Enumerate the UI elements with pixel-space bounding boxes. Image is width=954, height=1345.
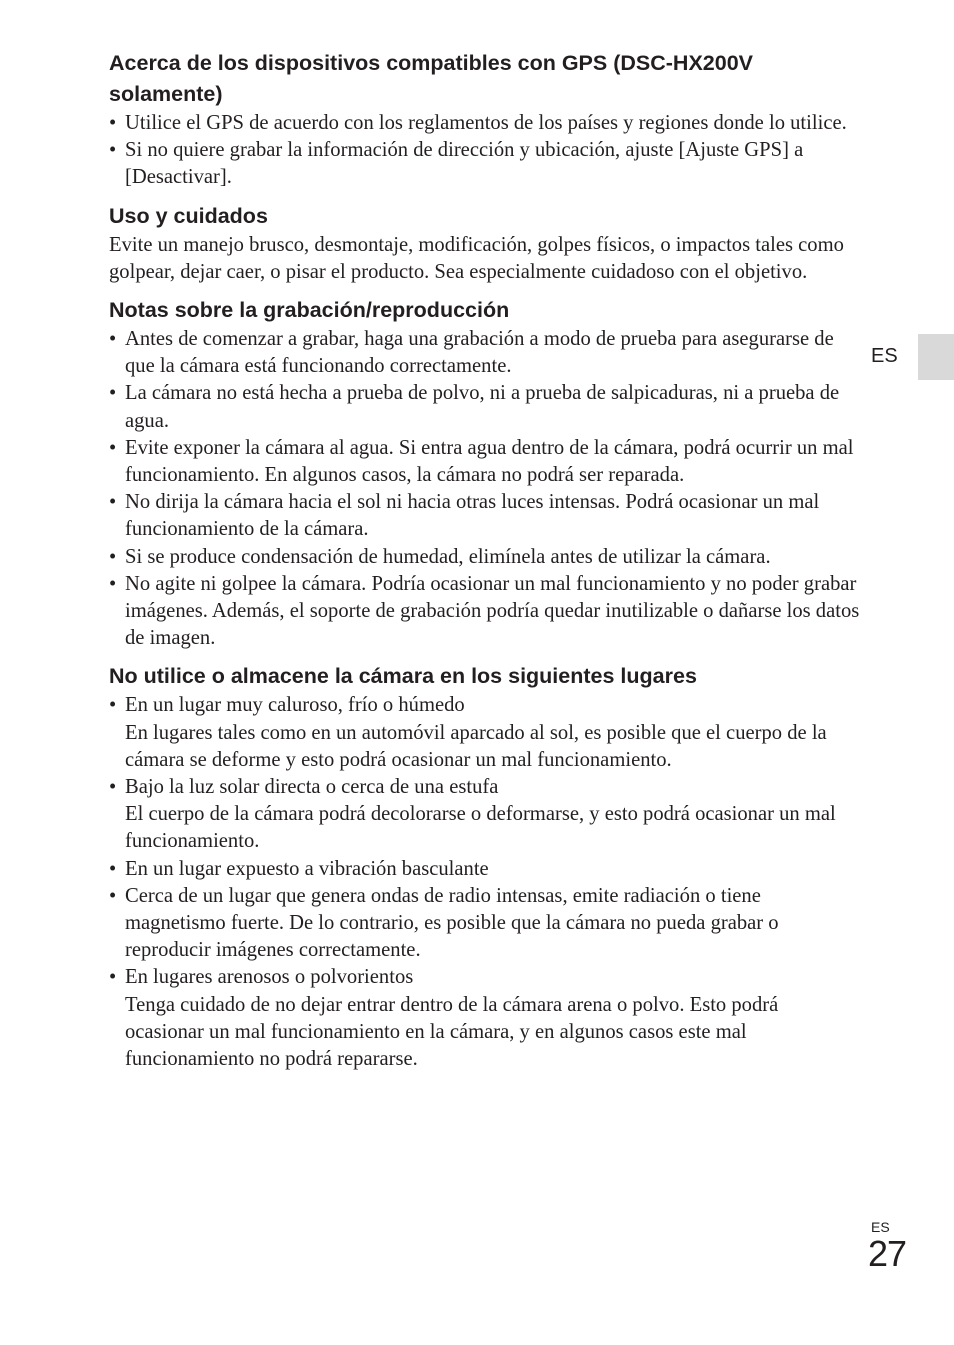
page-content — [109, 48, 861, 1073]
list-item: • No agite ni golpee la cámara. Podría ocasionar un mal funcionamiento y no poder grabar imágenes. Además, el soporte de grabación podría quedar inutilizable o dañarse los datos de imagen. — [109, 572, 860, 650]
list-item: • La cámara no está hecha a prueba de polvo, ni a prueba de salpicaduras, ni a prueba de agua. — [109, 382, 840, 432]
notas-list — [109, 326, 861, 652]
section-title-notas: Notas sobre la grabación/reproducción — [109, 298, 510, 323]
bullet-icon: • — [109, 382, 117, 405]
bullet-icon: • — [109, 545, 117, 568]
bullet-icon: • — [109, 436, 117, 459]
bullet-icon: • — [109, 491, 117, 514]
side-tab-label: ES — [871, 345, 898, 367]
item-detail: El cuerpo de la cámara podrá decolorarse o deformarse, y esto podrá ocasionar un mal funcionamiento. — [125, 803, 836, 853]
bullet-icon: • — [109, 139, 117, 162]
list-item — [109, 883, 861, 965]
section-title-uso: Uso y cuidados — [109, 203, 268, 228]
list-item: • Evite exponer la cámara al agua. Si entra agua dentro de la cámara, podrá ocurrir un mal funcionamiento. En algunos casos, la cámara no podrá ser reparada. — [109, 436, 854, 487]
item-heading: En un lugar muy caluroso, frío o húmedo — [125, 694, 465, 717]
section-gps — [109, 48, 861, 192]
lugares-list — [109, 692, 861, 1073]
language-side-tab — [918, 334, 954, 380]
list-item: • Antes de comenzar a grabar, haga una grabación a modo de prueba para asegurarse de que la cámara está funcionando correctamente. — [109, 328, 834, 378]
section-lugares — [109, 661, 861, 1073]
footer-language-label: ES — [871, 1219, 890, 1235]
item-detail: En lugares tales como en un automóvil aparcado al sol, es posible que el cuerpo de la cámara se deforme y esto podrá ocasionar un mal funcionamiento. — [125, 721, 827, 771]
section-notas — [109, 295, 861, 652]
list-item — [109, 856, 861, 883]
bullet-icon: • — [109, 572, 117, 595]
list-item: • Utilice el GPS de acuerdo con los reglamentos de los países y regiones donde lo utilice. — [109, 110, 861, 137]
bullet-icon: • — [109, 328, 117, 351]
gps-list — [109, 110, 861, 192]
item-heading: Cerca de un lugar que genera ondas de radio intensas, emite radiación o tiene magnetismo fuerte. De lo contrario, es posible que la cámara no pueda grabar o reproducir imágenes correctamente. — [125, 884, 779, 962]
list-item — [109, 774, 861, 856]
list-item — [109, 692, 861, 774]
list-item: • No dirija la cámara hacia el sol ni hacia otras luces intensas. Podrá ocasionar un mal funcionamiento de la cámara. — [109, 491, 820, 541]
section-body-uso: Evite un manejo brusco, desmontaje, modificación, golpes físicos, o impactos tales como golpear, dejar caer, o pisar el producto. Sea especialmente cuidadoso con el objetivo. — [109, 233, 844, 283]
bullet-icon: • — [109, 694, 117, 717]
item-heading: Bajo la luz solar directa o cerca de una estufa — [125, 776, 499, 799]
list-item: • Si se produce condensación de humedad, elimínela antes de utilizar la cámara. — [109, 544, 861, 571]
item-heading: En lugares arenosos o polvorientos — [125, 966, 414, 989]
item-heading: En un lugar expuesto a vibración basculante — [125, 857, 489, 880]
list-item: • Si no quiere grabar la información de dirección y ubicación, ajuste [Ajuste GPS] a [Desactivar]. — [109, 139, 804, 189]
bullet-icon: • — [109, 966, 117, 989]
list-item — [109, 964, 861, 1073]
section-title-gps: Acerca de los dispositivos compatibles con GPS (DSC-HX200V solamente) — [109, 51, 754, 106]
section-title-lugares: No utilice o almacene la cámara en los siguientes lugares — [109, 664, 697, 689]
bullet-icon: • — [109, 884, 117, 907]
bullet-icon: • — [109, 776, 117, 799]
item-detail: Tenga cuidado de no dejar entrar dentro de la cámara arena o polvo. Esto podrá ocasionar un mal funcionamiento en la cámara, y en algunos casos este mal funcionamiento no podrá repararse. — [125, 993, 779, 1071]
page-number: 27 — [868, 1233, 907, 1274]
bullet-icon: • — [109, 112, 117, 134]
bullet-icon: • — [109, 857, 117, 880]
section-uso — [109, 201, 861, 286]
